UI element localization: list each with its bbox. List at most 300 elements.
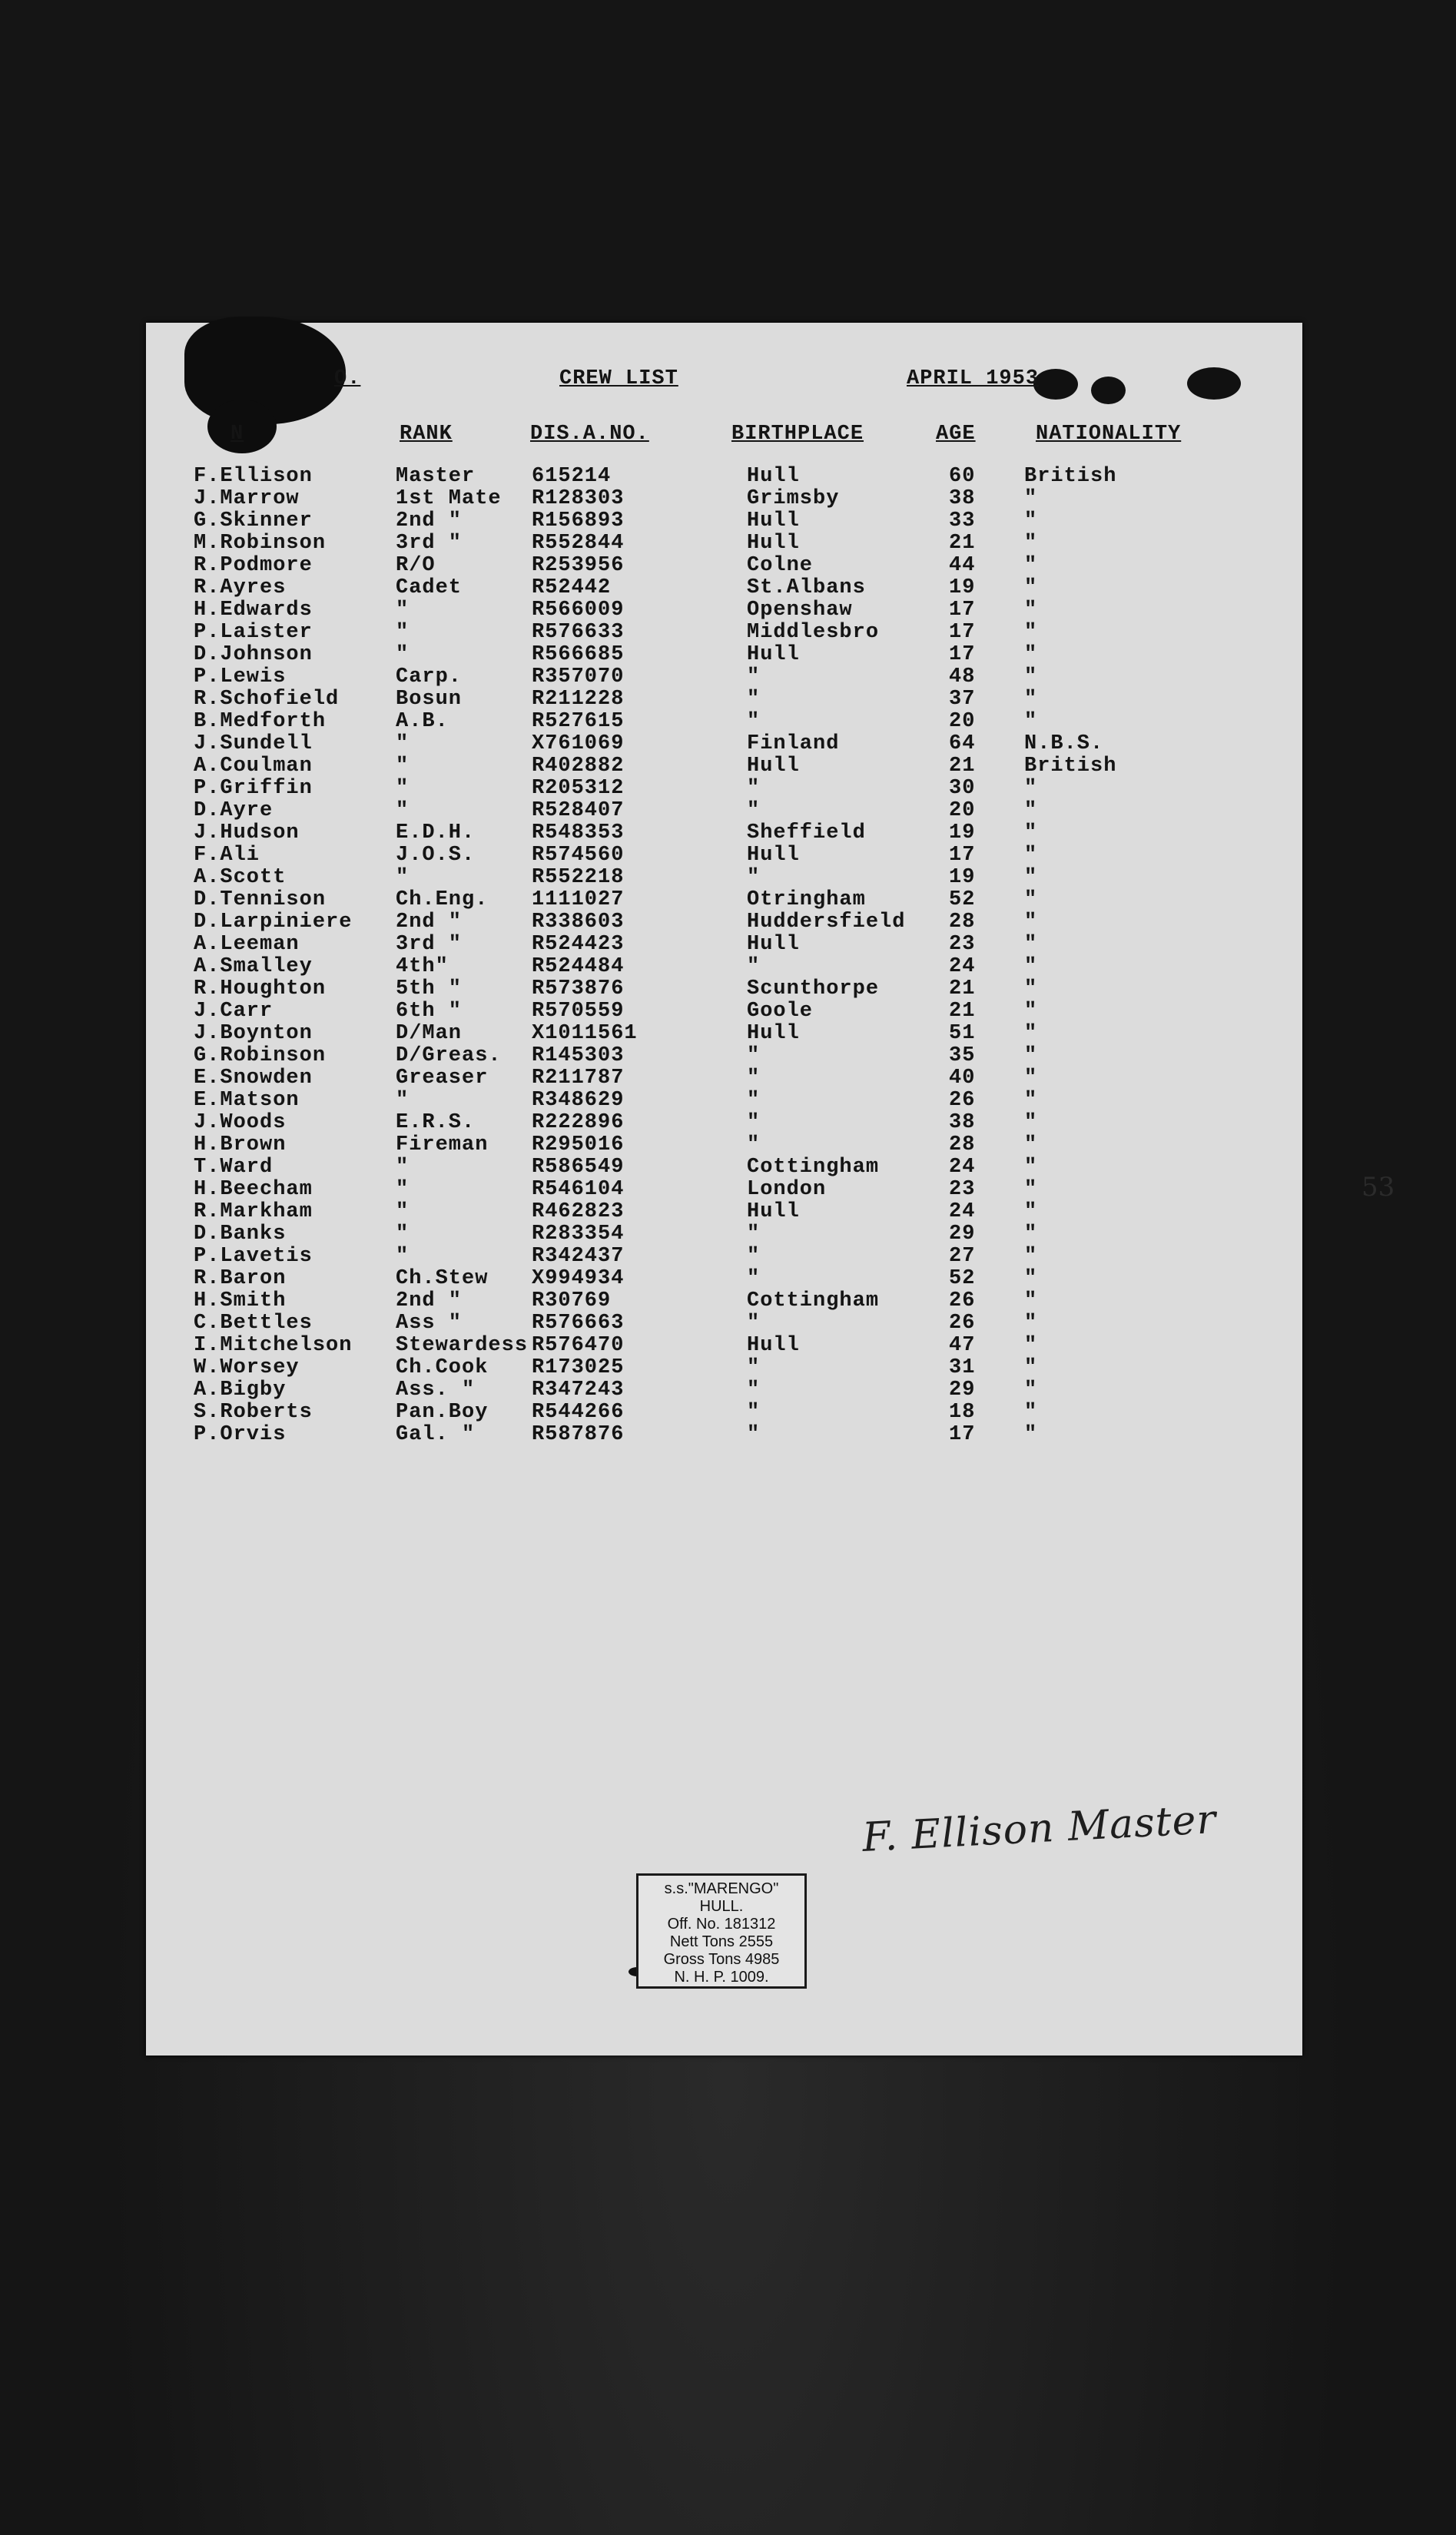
crew-dis-number: R402882 (532, 755, 625, 778)
crew-name: J.Hudson (194, 821, 300, 844)
crew-birthplace: Hull (747, 1334, 800, 1357)
crew-name: E.Snowden (194, 1067, 313, 1090)
crew-age: 37 (949, 688, 976, 711)
crew-rank: E.D.H. (396, 821, 476, 844)
crew-rank: " (396, 599, 410, 622)
document-date: APRIL 1953 (907, 367, 1040, 390)
crew-rank: A.B. (396, 710, 449, 733)
crew-birthplace: " (747, 665, 761, 688)
crew-birthplace: Hull (747, 509, 800, 533)
table-row (146, 1000, 1302, 1023)
crew-rank: 3rd " (396, 933, 463, 956)
crew-rank: " (396, 1223, 410, 1246)
crew-rank: Master (396, 465, 476, 488)
table-row (146, 1357, 1302, 1379)
table-row (146, 867, 1302, 889)
crew-name: P.Lavetis (194, 1245, 313, 1268)
crew-rank: " (396, 799, 410, 822)
document-title: CREW LIST (559, 367, 678, 390)
crew-rank: 3rd " (396, 532, 463, 555)
crew-nationality: " (1024, 933, 1038, 956)
crew-birthplace: Middlesbro (747, 621, 880, 644)
master-signature: F. Ellison Master (861, 1796, 1218, 1862)
crew-birthplace: " (747, 799, 761, 822)
table-row (146, 488, 1302, 510)
crew-name: R.Houghton (194, 977, 327, 1000)
table-row (146, 978, 1302, 1000)
crew-dis-number: R145303 (532, 1044, 625, 1067)
crew-birthplace: Hull (747, 755, 800, 778)
table-row (146, 688, 1302, 711)
crew-dis-number: R546104 (532, 1178, 625, 1201)
crew-age: 26 (949, 1089, 976, 1112)
crew-birthplace: Hull (747, 933, 800, 956)
ship-stamp (636, 1873, 807, 1989)
crew-age: 33 (949, 509, 976, 533)
crew-nationality: " (1024, 1044, 1038, 1067)
crew-nationality: " (1024, 977, 1038, 1000)
table-row (146, 1112, 1302, 1134)
stamp-line: HULL. (699, 1898, 744, 1915)
table-row (146, 510, 1302, 533)
crew-name: R.Ayres (194, 576, 287, 599)
crew-dis-number: X761069 (532, 732, 625, 755)
crew-nationality: " (1024, 1022, 1038, 1045)
crew-birthplace: Colne (747, 554, 814, 577)
table-row (146, 822, 1302, 844)
crew-age: 26 (949, 1312, 976, 1335)
table-row (146, 1067, 1302, 1090)
crew-age: 64 (949, 732, 976, 755)
table-row (146, 1312, 1302, 1335)
crew-nationality: " (1024, 599, 1038, 622)
crew-birthplace: Hull (747, 1200, 800, 1223)
crew-nationality: " (1024, 1178, 1038, 1201)
table-row (146, 1179, 1302, 1201)
crew-rank: Ch.Stew (396, 1267, 489, 1290)
crew-nationality: " (1024, 509, 1038, 533)
crew-age: 47 (949, 1334, 976, 1357)
column-header-age: AGE (936, 423, 976, 446)
table-row (146, 1223, 1302, 1246)
crew-nationality: British (1024, 755, 1117, 778)
crew-age: 24 (949, 955, 976, 978)
crew-dis-number: R573876 (532, 977, 625, 1000)
crew-list-document (146, 323, 1395, 2056)
crew-age: 38 (949, 1111, 976, 1134)
crew-table (146, 466, 1302, 1446)
crew-name: R.Podmore (194, 554, 313, 577)
crew-age: 51 (949, 1022, 976, 1045)
crew-birthplace: Hull (747, 844, 800, 867)
crew-rank: Ass " (396, 1312, 463, 1335)
crew-age: 28 (949, 911, 976, 934)
crew-dis-number: R211787 (532, 1067, 625, 1090)
crew-birthplace: Hull (747, 1022, 800, 1045)
crew-dis-number: R253956 (532, 554, 625, 577)
crew-name: W.Worsey (194, 1356, 300, 1379)
table-row (146, 1201, 1302, 1223)
crew-name: H.Edwards (194, 599, 313, 622)
crew-dis-number: 1111027 (532, 888, 625, 911)
crew-name: J.Woods (194, 1111, 287, 1134)
table-row (146, 800, 1302, 822)
crew-name: F.Ali (194, 844, 260, 867)
crew-dis-number: R222896 (532, 1111, 625, 1134)
crew-age: 17 (949, 1423, 976, 1446)
table-row (146, 755, 1302, 778)
crew-dis-number: R552844 (532, 532, 625, 555)
crew-name: T.Ward (194, 1156, 274, 1179)
crew-birthplace: St.Albans (747, 576, 866, 599)
crew-birthplace: " (747, 1133, 761, 1156)
crew-birthplace: " (747, 1245, 761, 1268)
crew-birthplace: Sheffield (747, 821, 866, 844)
crew-name: M.Robinson (194, 532, 327, 555)
crew-nationality: British (1024, 465, 1117, 488)
crew-age: 52 (949, 888, 976, 911)
crew-nationality: " (1024, 621, 1038, 644)
crew-nationality: " (1024, 1156, 1038, 1179)
ink-blot (1187, 367, 1241, 400)
ink-blot (1033, 369, 1078, 400)
crew-age: 52 (949, 1267, 976, 1290)
crew-birthplace: " (747, 1223, 761, 1246)
crew-dis-number: R173025 (532, 1356, 625, 1379)
crew-dis-number: R528407 (532, 799, 625, 822)
crew-birthplace: " (747, 1067, 761, 1090)
crew-name: D.Tennison (194, 888, 327, 911)
crew-name: B.Medforth (194, 710, 327, 733)
crew-age: 19 (949, 576, 976, 599)
crew-rank: " (396, 1200, 410, 1223)
crew-dis-number: R544266 (532, 1401, 625, 1424)
crew-name: G.Robinson (194, 1044, 327, 1067)
crew-nationality: " (1024, 955, 1038, 978)
crew-rank: E.R.S. (396, 1111, 476, 1134)
crew-rank: 4th" (396, 955, 449, 978)
crew-age: 26 (949, 1289, 976, 1312)
crew-birthplace: Hull (747, 643, 800, 666)
crew-rank: J.O.S. (396, 844, 476, 867)
crew-name: J.Marrow (194, 487, 300, 510)
table-row (146, 466, 1302, 488)
crew-rank: " (396, 621, 410, 644)
crew-rank: 2nd " (396, 509, 463, 533)
crew-name: H.Brown (194, 1133, 287, 1156)
crew-birthplace: " (747, 1312, 761, 1335)
crew-dis-number: R566009 (532, 599, 625, 622)
crew-age: 21 (949, 532, 976, 555)
crew-dis-number: R527615 (532, 710, 625, 733)
table-row (146, 778, 1302, 800)
crew-name: H.Beecham (194, 1178, 313, 1201)
crew-rank: " (396, 1156, 410, 1179)
crew-dis-number: 615214 (532, 465, 612, 488)
crew-age: 29 (949, 1223, 976, 1246)
crew-birthplace: Goole (747, 1000, 814, 1023)
crew-birthplace: " (747, 1423, 761, 1446)
crew-age: 30 (949, 777, 976, 800)
crew-birthplace: " (747, 1267, 761, 1290)
crew-age: 24 (949, 1156, 976, 1179)
crew-rank: 5th " (396, 977, 463, 1000)
table-row (146, 711, 1302, 733)
crew-birthplace: " (747, 710, 761, 733)
crew-name: P.Griffin (194, 777, 313, 800)
crew-age: 20 (949, 710, 976, 733)
crew-nationality: " (1024, 1223, 1038, 1246)
column-header-rank: RANK (400, 423, 453, 446)
crew-age: 38 (949, 487, 976, 510)
table-row (146, 1379, 1302, 1402)
crew-age: 29 (949, 1379, 976, 1402)
crew-birthplace: Finland (747, 732, 840, 755)
column-header-nationality: NATIONALITY (1036, 423, 1182, 446)
crew-dis-number: R566685 (532, 643, 625, 666)
crew-age: 24 (949, 1200, 976, 1223)
crew-birthplace: Hull (747, 465, 800, 488)
crew-birthplace: " (747, 866, 761, 889)
crew-birthplace: " (747, 1401, 761, 1424)
crew-nationality: " (1024, 1267, 1038, 1290)
crew-birthplace: Huddersfield (747, 911, 906, 934)
crew-nationality: " (1024, 1379, 1038, 1402)
crew-dis-number: R348629 (532, 1089, 625, 1112)
stamp-line: Gross Tons 4985 (663, 1951, 780, 1968)
crew-age: 28 (949, 1133, 976, 1156)
crew-dis-number: R574560 (532, 844, 625, 867)
crew-birthplace: Hull (747, 532, 800, 555)
crew-birthplace: " (747, 1379, 761, 1402)
crew-rank: Ch.Cook (396, 1356, 489, 1379)
crew-name: J.Carr (194, 1000, 274, 1023)
crew-nationality: " (1024, 688, 1038, 711)
crew-rank: " (396, 1178, 410, 1201)
crew-dis-number: R205312 (532, 777, 625, 800)
crew-name: A.Scott (194, 866, 287, 889)
crew-name: A.Coulman (194, 755, 313, 778)
crew-nationality: " (1024, 554, 1038, 577)
crew-age: 31 (949, 1356, 976, 1379)
crew-dis-number: R52442 (532, 576, 612, 599)
stamp-line: s.s."MARENGO" (664, 1880, 779, 1897)
crew-nationality: " (1024, 799, 1038, 822)
table-row (146, 1045, 1302, 1067)
crew-rank: Fireman (396, 1133, 489, 1156)
column-header-dis-a-no: DIS.A.NO. (530, 423, 649, 446)
crew-nationality: " (1024, 1423, 1038, 1446)
crew-age: 21 (949, 977, 976, 1000)
crew-age: 44 (949, 554, 976, 577)
crew-age: 17 (949, 621, 976, 644)
table-row (146, 956, 1302, 978)
table-row (146, 1424, 1302, 1446)
crew-name: D.Ayre (194, 799, 274, 822)
table-row (146, 1134, 1302, 1156)
crew-dis-number: R576633 (532, 621, 625, 644)
crew-nationality: " (1024, 1312, 1038, 1335)
crew-nationality: " (1024, 777, 1038, 800)
table-row (146, 1246, 1302, 1268)
crew-nationality: " (1024, 888, 1038, 911)
crew-rank: " (396, 777, 410, 800)
crew-rank: Cadet (396, 576, 463, 599)
crew-dis-number: R347243 (532, 1379, 625, 1402)
crew-nationality: " (1024, 1245, 1038, 1268)
crew-age: 23 (949, 933, 976, 956)
crew-rank: " (396, 1089, 410, 1112)
crew-age: 27 (949, 1245, 976, 1268)
crew-birthplace: " (747, 1089, 761, 1112)
crew-name: R.Markham (194, 1200, 313, 1223)
crew-age: 17 (949, 599, 976, 622)
stamp-line: Nett Tons 2555 (669, 1933, 774, 1950)
crew-nationality: " (1024, 1200, 1038, 1223)
crew-birthplace: Openshaw (747, 599, 853, 622)
crew-birthplace: London (747, 1178, 827, 1201)
crew-name: A.Bigby (194, 1379, 287, 1402)
crew-birthplace: Scunthorpe (747, 977, 880, 1000)
crew-age: 19 (949, 866, 976, 889)
crew-rank: D/Man (396, 1022, 463, 1045)
crew-dis-number: R30769 (532, 1289, 612, 1312)
stamp-line: Off. No. 181312 (667, 1916, 776, 1933)
crew-rank: " (396, 866, 410, 889)
crew-nationality: " (1024, 1067, 1038, 1090)
crew-dis-number: R156893 (532, 509, 625, 533)
crew-dis-number: R357070 (532, 665, 625, 688)
crew-nationality: " (1024, 844, 1038, 867)
crew-rank: Pan.Boy (396, 1401, 489, 1424)
crew-rank: Greaser (396, 1067, 489, 1090)
crew-dis-number: R338603 (532, 911, 625, 934)
table-row (146, 666, 1302, 688)
table-row (146, 599, 1302, 622)
crew-name: E.Matson (194, 1089, 300, 1112)
table-row (146, 1290, 1302, 1312)
table-row (146, 889, 1302, 911)
crew-nationality: N.B.S. (1024, 732, 1104, 755)
crew-nationality: " (1024, 1356, 1038, 1379)
table-row (146, 644, 1302, 666)
crew-name: H.Smith (194, 1289, 287, 1312)
crew-name: I.Mitchelson (194, 1334, 353, 1357)
crew-nationality: " (1024, 1000, 1038, 1023)
crew-age: 21 (949, 1000, 976, 1023)
crew-birthplace: Cottingham (747, 1289, 880, 1312)
crew-nationality: " (1024, 866, 1038, 889)
table-row (146, 1023, 1302, 1045)
crew-name: P.Laister (194, 621, 313, 644)
crew-name: D.Johnson (194, 643, 313, 666)
table-row (146, 1268, 1302, 1290)
crew-age: 19 (949, 821, 976, 844)
table-row (146, 533, 1302, 555)
table-row (146, 1335, 1302, 1357)
table-row (146, 555, 1302, 577)
crew-age: 17 (949, 844, 976, 867)
crew-nationality: " (1024, 1111, 1038, 1134)
crew-name: J.Boynton (194, 1022, 313, 1045)
table-row (146, 934, 1302, 956)
crew-dis-number: R524423 (532, 933, 625, 956)
crew-nationality: " (1024, 1089, 1038, 1112)
crew-age: 60 (949, 465, 976, 488)
table-row (146, 1156, 1302, 1179)
crew-name: C.Bettles (194, 1312, 313, 1335)
crew-rank: D/Greas. (396, 1044, 502, 1067)
crew-rank: 2nd " (396, 911, 463, 934)
crew-age: 35 (949, 1044, 976, 1067)
crew-name: R.Schofield (194, 688, 340, 711)
crew-age: 21 (949, 755, 976, 778)
crew-rank: " (396, 732, 410, 755)
crew-dis-number: R548353 (532, 821, 625, 844)
crew-birthplace: " (747, 777, 761, 800)
crew-dis-number: R462823 (532, 1200, 625, 1223)
crew-rank: 1st Mate (396, 487, 502, 510)
crew-rank: 6th " (396, 1000, 463, 1023)
table-row (146, 911, 1302, 934)
crew-age: 20 (949, 799, 976, 822)
crew-dis-number: R552218 (532, 866, 625, 889)
crew-nationality: " (1024, 911, 1038, 934)
crew-dis-number: X1011561 (532, 1022, 638, 1045)
crew-nationality: " (1024, 1334, 1038, 1357)
crew-dis-number: R524484 (532, 955, 625, 978)
crew-dis-number: X994934 (532, 1267, 625, 1290)
crew-rank: Ch.Eng. (396, 888, 489, 911)
crew-rank: Carp. (396, 665, 463, 688)
crew-nationality: " (1024, 1133, 1038, 1156)
table-row (146, 733, 1302, 755)
crew-birthplace: Cottingham (747, 1156, 880, 1179)
crew-birthplace: " (747, 955, 761, 978)
crew-age: 23 (949, 1178, 976, 1201)
crew-rank: R/O (396, 554, 436, 577)
crew-dis-number: R587876 (532, 1423, 625, 1446)
crew-age: 48 (949, 665, 976, 688)
table-row (146, 622, 1302, 644)
crew-age: 18 (949, 1401, 976, 1424)
crew-name: J.Sundell (194, 732, 313, 755)
crew-name: S.Roberts (194, 1401, 313, 1424)
crew-nationality: " (1024, 1289, 1038, 1312)
crew-dis-number: R586549 (532, 1156, 625, 1179)
table-row (146, 844, 1302, 867)
table-row (146, 1402, 1302, 1424)
crew-rank: " (396, 755, 410, 778)
crew-birthplace: Grimsby (747, 487, 840, 510)
crew-dis-number: R283354 (532, 1223, 625, 1246)
crew-dis-number: R570559 (532, 1000, 625, 1023)
crew-name: P.Orvis (194, 1423, 287, 1446)
crew-rank: Stewardess (396, 1334, 529, 1357)
crew-name: F.Ellison (194, 465, 313, 488)
crew-age: 17 (949, 643, 976, 666)
crew-rank: " (396, 643, 410, 666)
crew-nationality: " (1024, 821, 1038, 844)
crew-birthplace: " (747, 1356, 761, 1379)
crew-birthplace: " (747, 688, 761, 711)
crew-name: A.Leeman (194, 933, 300, 956)
crew-nationality: " (1024, 487, 1038, 510)
crew-birthplace: " (747, 1044, 761, 1067)
crew-rank: Ass. " (396, 1379, 476, 1402)
crew-rank: " (396, 1245, 410, 1268)
crew-dis-number: R211228 (532, 688, 625, 711)
